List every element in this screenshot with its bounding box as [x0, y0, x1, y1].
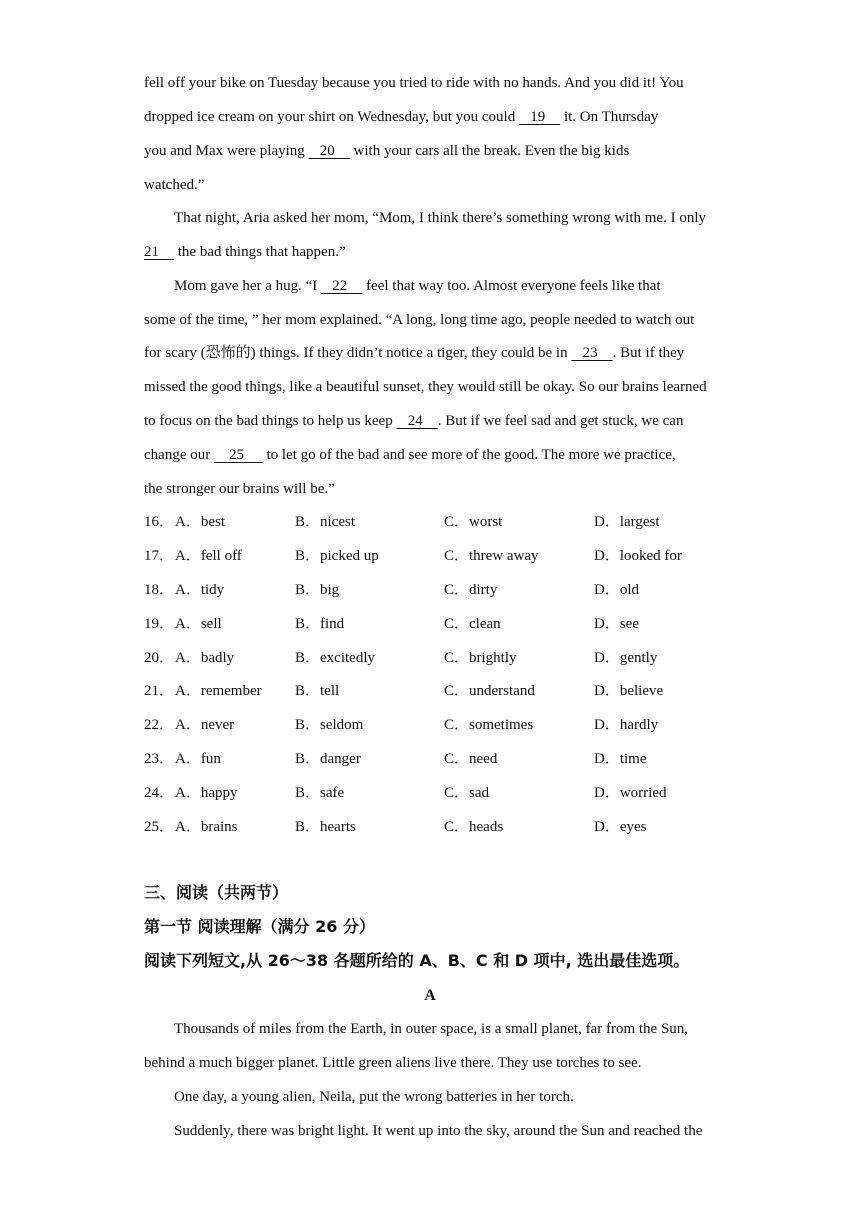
option-a: A．brains — [175, 819, 238, 835]
question-number: 17． — [144, 548, 175, 564]
option-d: D．believe — [594, 683, 664, 699]
question-row — [144, 546, 744, 566]
blank-22: 22 — [321, 278, 363, 294]
passage-text: Mom gave her a hug. “I — [174, 278, 322, 294]
question-number: 24． — [144, 785, 175, 801]
passage-text: to let go of the bad and see more of the good. The more we practice, — [262, 447, 676, 463]
passage-line — [144, 242, 346, 262]
question-row — [144, 648, 744, 668]
option-d: D．see — [594, 616, 639, 632]
passage-line — [174, 208, 706, 228]
option-a: A．remember — [175, 683, 262, 699]
passage-text: some of the time, ” her mom explained. “A long, long time ago, people needed to watch out — [144, 312, 695, 328]
passage-text: dropped ice cream on your shirt on Wednesday, but you could — [144, 109, 519, 125]
passage-text: . But if we feel sad and get stuck, we can — [437, 413, 684, 429]
question-row — [144, 614, 744, 634]
question-number: 18． — [144, 582, 175, 598]
option-b: B．danger — [295, 751, 361, 767]
option-d: D．gently — [594, 650, 658, 666]
passage-text: for scary (恐怖的) things. If they didn’t notice a tiger, they could be in — [144, 345, 572, 361]
question-number: 16． — [144, 514, 175, 530]
option-a: A．tidy — [175, 582, 225, 598]
passage-line — [144, 377, 707, 397]
option-a: A．fun — [175, 751, 221, 767]
option-d: D．time — [594, 751, 647, 767]
blank-21: 21 — [144, 244, 174, 260]
option-d: D．eyes — [594, 819, 647, 835]
passage-text: watched.” — [144, 177, 205, 193]
passage-line — [144, 343, 684, 363]
option-b: B．hearts — [295, 819, 356, 835]
option-c: C．threw away — [444, 548, 539, 564]
option-d: D．looked for — [594, 548, 682, 564]
passage-text: feel that way too. Almost everyone feels like that — [362, 278, 661, 294]
option-c: C．understand — [444, 683, 535, 699]
option-b: B．tell — [295, 683, 340, 699]
question-row — [144, 783, 744, 803]
question-row — [144, 715, 744, 735]
passage-label: A — [424, 987, 436, 1004]
passage-text: it. On Thursday — [560, 109, 659, 125]
reading-line: Suddenly, there was bright light. It went up into the sky, around the Sun and reached the — [174, 1123, 703, 1139]
passage-text: the bad things that happen.” — [174, 244, 346, 260]
question-row — [144, 580, 744, 600]
option-b: B．picked up — [295, 548, 379, 564]
reading-line: One day, a young alien, Neila, put the wrong batteries in her torch. — [174, 1089, 574, 1105]
option-d: D．largest — [594, 514, 660, 530]
option-b: B．find — [295, 616, 345, 632]
passage-line — [144, 73, 684, 93]
question-number: 25． — [144, 819, 175, 835]
blank-20: 20 — [308, 143, 350, 159]
section-title: 三、阅读（共两节） — [144, 883, 289, 902]
passage-text: . But if they — [612, 345, 685, 361]
passage-text: change our — [144, 447, 214, 463]
option-c: C．dirty — [444, 582, 498, 598]
question-row — [144, 817, 744, 837]
option-c: C．worst — [444, 514, 503, 530]
passage-text: to focus on the bad things to help us keep — [144, 413, 397, 429]
passage-line — [144, 141, 629, 161]
section-instruction: 阅读下列短文,从 26～38 各题所给的 A、B、C 和 D 项中, 选出最佳选项。 — [144, 951, 690, 970]
question-number: 23． — [144, 751, 175, 767]
option-c: C．need — [444, 751, 498, 767]
passage-text: That night, Aria asked her mom, “Mom, I think there’s something wrong with me. I only — [174, 210, 706, 226]
question-row — [144, 681, 744, 701]
passage-text: you and Max were playing — [144, 143, 309, 159]
option-b: B．seldom — [295, 717, 364, 733]
passage-text: missed the good things, like a beautiful sunset, they would still be okay. So our brains learned — [144, 379, 707, 395]
option-c: C．brightly — [444, 650, 517, 666]
passage-line — [144, 411, 683, 431]
option-d: D．hardly — [594, 717, 659, 733]
option-a: A．best — [175, 514, 225, 530]
option-b: B．big — [295, 582, 340, 598]
option-c: C．sad — [444, 785, 490, 801]
question-number: 21． — [144, 683, 175, 699]
blank-19: 19 — [518, 109, 561, 125]
option-c: C．sometimes — [444, 717, 534, 733]
blank-25: 25 — [213, 447, 263, 463]
option-a: A．never — [175, 717, 235, 733]
blank-23: 23 — [571, 345, 613, 361]
question-row — [144, 749, 744, 769]
option-a: A．happy — [175, 785, 238, 801]
option-b: B．safe — [295, 785, 345, 801]
section-subtitle: 第一节 阅读理解（满分 26 分） — [144, 917, 375, 936]
option-a: A．badly — [175, 650, 235, 666]
passage-text: with your cars all the break. Even the big kids — [349, 143, 630, 159]
option-a: A．sell — [175, 616, 222, 632]
option-b: B．excitedly — [295, 650, 375, 666]
passage-line — [144, 310, 694, 330]
passage-line — [144, 479, 335, 499]
passage-line — [144, 175, 204, 195]
option-c: C．clean — [444, 616, 501, 632]
passage-line — [144, 445, 676, 465]
option-d: D．worried — [594, 785, 667, 801]
question-number: 20． — [144, 650, 175, 666]
reading-line: behind a much bigger planet. Little green aliens live there. They use torches to see. — [144, 1055, 642, 1071]
question-row — [144, 512, 744, 532]
option-a: A．fell off — [175, 548, 242, 564]
passage-text: fell off your bike on Tuesday because you tried to ride with no hands. And you did it! You — [144, 75, 684, 91]
reading-line: Thousands of miles from the Earth, in outer space, is a small planet, far from the Sun, — [174, 1021, 689, 1037]
question-number: 19． — [144, 616, 175, 632]
passage-line — [174, 276, 661, 296]
option-b: B．nicest — [295, 514, 355, 530]
question-number: 22． — [144, 717, 175, 733]
option-d: D．old — [594, 582, 640, 598]
blank-24: 24 — [396, 413, 438, 429]
passage-text: the stronger our brains will be.” — [144, 481, 335, 497]
option-c: C．heads — [444, 819, 504, 835]
passage-line — [144, 107, 658, 127]
